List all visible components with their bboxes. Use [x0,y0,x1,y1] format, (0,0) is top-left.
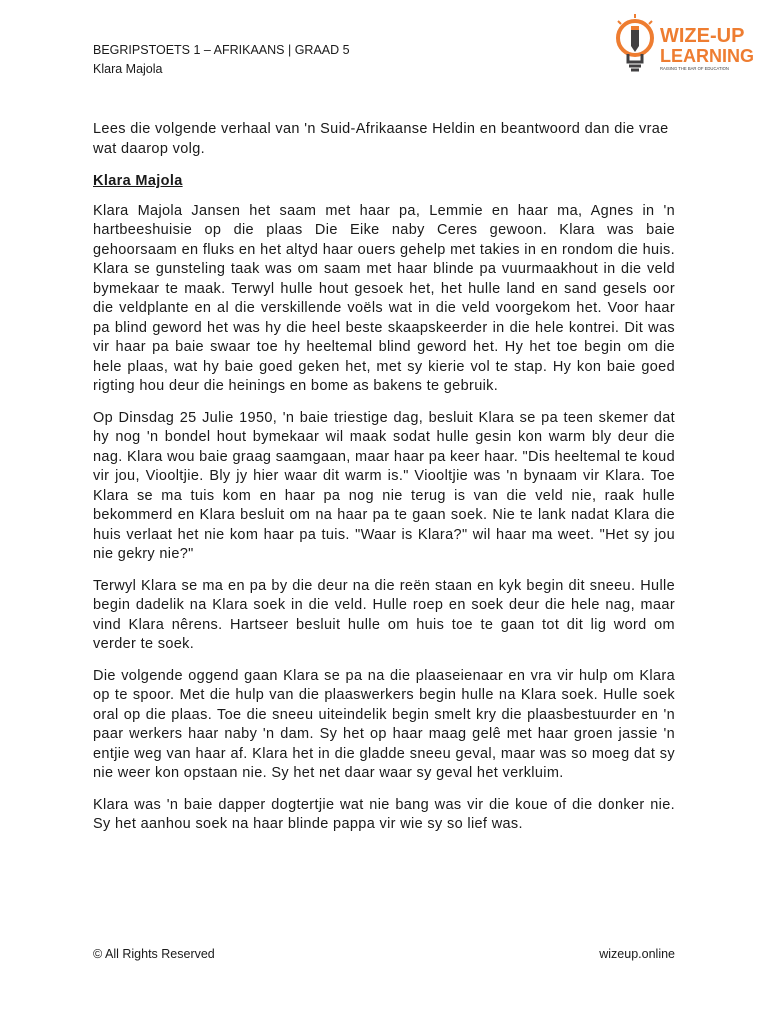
logo-tagline: RAISING THE BAR OF EDUCATION [660,66,729,71]
story-title: Klara Majola [93,173,183,189]
story-paragraph: Die volgende oggend gaan Klara se pa na die plaaseienaar en vra vir hulp om Klara op te spoor. Met die hulp van die plaaswerkers begin hulle na Klara soek. Hulle soek oral op die plaas. Toe die sneeu uiteindelik begin smelt kry die plaasbestuurder en 'n paar werkers haar naby 'n dam. Sy het op haar maag gelê met haar groen jassie 'n entjie weg van haar af. Klara het in die gladde sneeu geval, maar was so moeg dat sy nie weer kon opstaan nie. Sy het net daar waar sy geval het verkluim. [93,667,675,781]
intro-instruction: Lees die volgende verhaal van 'n Suid-Afrikaanse Heldin en beantwoord dan die vrae wat daarop volg. [93,121,669,157]
logo-wordmark-line1: WIZE-UP [660,25,745,47]
header-subtitle: Klara Majola [93,62,163,76]
header-title: BEGRIPSTOETS 1 – AFRIKAANS | GRAAD 5 [93,43,350,57]
document-footer [93,947,675,961]
story-paragraph: Op Dinsdag 25 Julie 1950, 'n baie triestige dag, besluit Klara se pa teen skemer dat hy nog 'n bondel hout bymekaar wil maak sodat hulle gesin kon warm bly deur die nag. Klara wou baie graag saamgaan, maar haar pa keer haar. "Dis heeltemal te koud vir jou, Viooltjie. Bly jy hier waar dit warm is." Viooltjie was 'n bynaam vir Klara. Toe Klara se ma tuis kom en haar pa nog nie terug is van die veld nie, raak hulle bekommerd en Klara besluit om na haar pa te gaan soek. Nie te lank nadat Klara die huis verlaat het nie kom haar pa tuis. "Waar is Klara?" wil haar ma weet. "Het sy jou nie gekry nie?" [93,409,675,562]
copyright-text: © All Rights Reserved [93,947,215,961]
story-paragraph: Klara Majola Jansen het saam met haar pa, Lemmie en haar ma, Agnes in 'n hartbeeshuisie op die plaas Die Eike naby Ceres gewoon. Klara was baie gehoorsaam en fluks en het altyd haar ouers gehelp met takies in en rondom die huis. Klara se gunsteling taak was om saam met haar blinde pa vuurmaakhout in die veld bymekaar te maak. Terwyl hulle hout gesoek het, het hulle land en sand gesels oor die veldplante en al die verskillende voëls wat in die veld voorgekom het. Voor haar pa blind geword het was hy die heel beste skaapskeerder in die hele kontrei. Dit was vir haar pa baie swaar toe hy heeltemal blind geword het. Hy het toe begin om die hele plaas, wat hy baie goed geken het, met sy kierie vol te stap. Hy kon baie goed rigting hou deur die heinings en bome as bakens te gebruik. [93,202,675,394]
logo-wordmark-line2: LEARNING [660,46,754,66]
document-header [93,41,350,79]
story-paragraph: Klara was 'n baie dapper dogtertjie wat nie bang was vir die koue of die donker nie. Sy het aanhou soek na haar blinde pappa vir wie sy so lief was. [93,796,675,832]
document-body [93,120,675,847]
story-paragraph: Terwyl Klara se ma en pa by die deur na die reën staan en kyk begin dit sneeu. Hulle begin dadelik na Klara soek in die veld. Hulle roep en soek deur die hele nag, maar vind Klara nêrens. Hartseer besluit hulle om huis toe te gaan tot dit lig word om verder te soek. [93,577,675,652]
lightbulb-icon [612,12,757,84]
brand-logo [612,12,757,84]
website-text: wizeup.online [599,947,675,961]
